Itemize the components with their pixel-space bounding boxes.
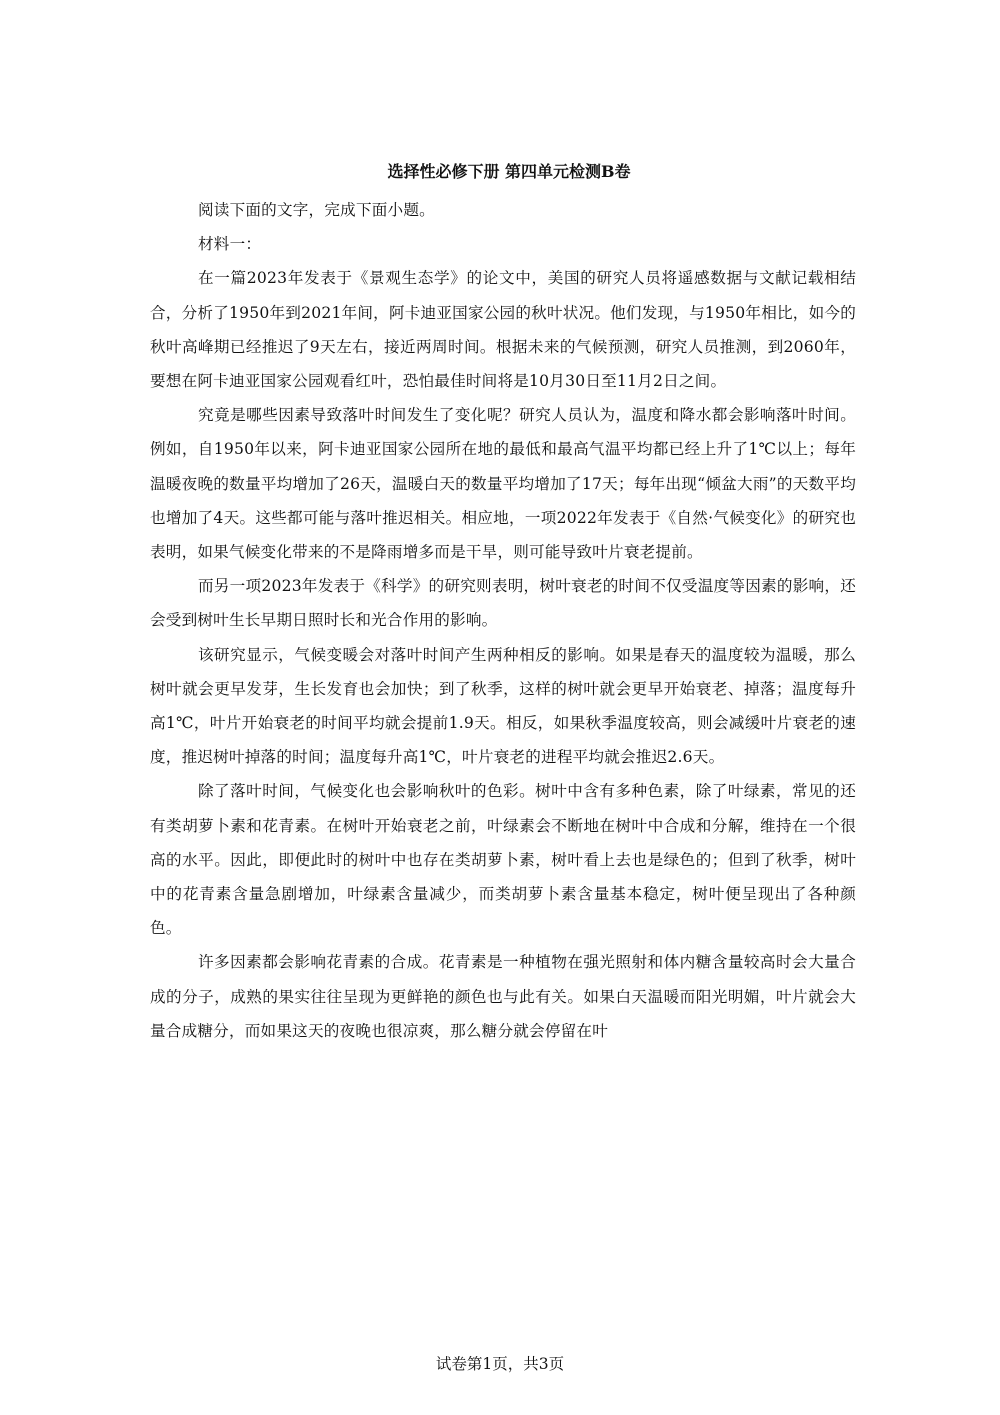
body-paragraph: 在一篇2023年发表于《景观生态学》的论文中，美国的研究人员将遥感数据与文献记载相结合，分析了1950年到2021年间，阿卡迪亚国家公园的秋叶状况。他们发现，与1950年相比，如今的秋叶高峰期已经推迟了9天左右，接近两周时间。根据未来的气候预测，研究人员推测，到2060年，要想在阿卡迪亚国家公园观看红叶，恐怕最佳时间将是10月30日至11月2日之间。 <box>150 269 856 391</box>
body-paragraph: 该研究显示，气候变暖会对落叶时间产生两种相反的影响。如果是春天的温度较为温暖，那么树叶就会更早发芽，生长发育也会加快；到了秋季，这样的树叶就会更早开始衰老、掉落；温度每升高1℃，叶片开始衰老的时间平均就会提前1.9天。相反，如果秋季温度较高，则会减缓叶片衰老的速度，推迟树叶掉落的时间；温度每升高1℃，叶片衰老的进程平均就会推迟2.6天。 <box>150 645 856 767</box>
body-paragraph: 而另一项2023年发表于《科学》的研究则表明，树叶衰老的时间不仅受温度等因素的影响，还会受到树叶生长早期日照时长和光合作用的影响。 <box>150 577 856 630</box>
material-label: 材料一： <box>198 235 262 254</box>
body-paragraph: 除了落叶时间，气候变化也会影响秋叶的色彩。树叶中含有多种色素，除了叶绿素，常见的还有类胡萝卜素和花青素。在树叶开始衰老之前，叶绿素会不断地在树叶中合成和分解，维持在一个很高的水平。因此，即便此时的树叶中也存在类胡萝卜素，树叶看上去也是绿色的；但到了秋季，树叶中的花青素含量急剧增加，叶绿素含量减少，而类胡萝卜素含量基本稳定，树叶便呈现出了各种颜色。 <box>150 782 856 938</box>
body-paragraph: 究竟是哪些因素导致落叶时间发生了变化呢？研究人员认为，温度和降水都会影响落叶时间。例如，自1950年以来，阿卡迪亚国家公园所在地的最低和最高气温平均都已经上升了1℃以上；每年温暖夜晚的数量平均增加了26天，温暖白天的数量平均增加了17天；每年出现“倾盆大雨”的天数平均也增加了4天。这些都可能与落叶推迟相关。相应地，一项2022年发表于《自然·气候变化》的研究也表明，如果气候变化带来的不是降雨增多而是干旱，则可能导致叶片衰老提前。 <box>150 406 856 562</box>
exam-page <box>150 155 856 1048</box>
body-paragraph: 许多因素都会影响花青素的合成。花青素是一种植物在强光照射和体内糖含量较高时会大量合成的分子，成熟的果实往往呈现为更鲜艳的颜色也与此有关。如果白天温暖而阳光明媚，叶片就会大量合成糖分，而如果这天的夜晚也很凉爽，那么糖分就会停留在叶 <box>150 953 856 1040</box>
page-title: 选择性必修下册 第四单元检测B卷 <box>387 162 631 181</box>
page-footer: 试卷第1页，共3页 <box>435 1355 565 1373</box>
instruction-paragraph: 阅读下面的文字，完成下面小题。 <box>198 201 435 219</box>
